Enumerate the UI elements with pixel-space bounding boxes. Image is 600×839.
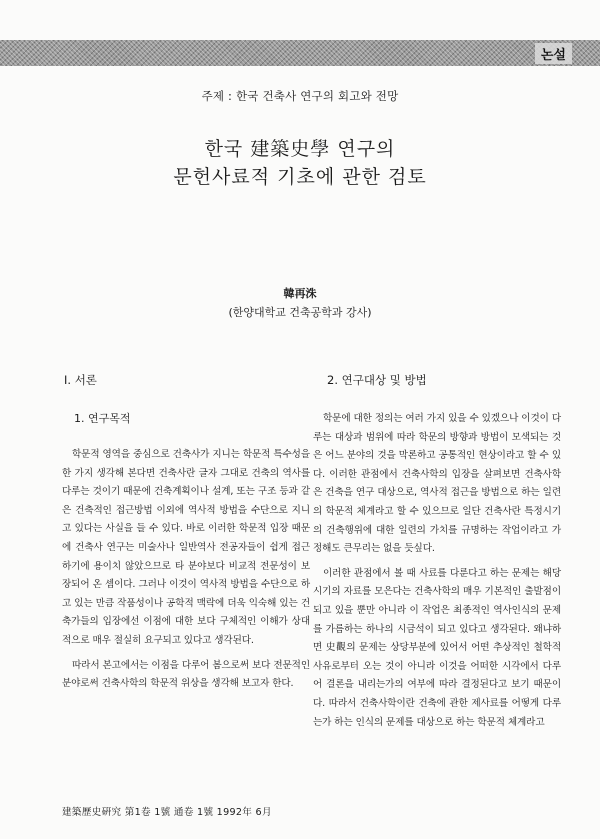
subsection-heading-purpose: 1. 연구목적 bbox=[74, 412, 131, 425]
section-label: 논설 bbox=[535, 43, 572, 64]
body-paragraph: 따라서 본고에서는 이점을 다루어 봄으로써 보다 전문적인 분야로써 건축사학의 학문적 위상을 생각해 보고자 한다. bbox=[62, 659, 310, 690]
right-column bbox=[313, 372, 561, 738]
body-paragraph: 이러한 관점에서 볼 때 사료를 다룬다고 하는 문제는 해당시기의 자료를 모은다는 건축사학의 매우 기본적인 출발점이 되고 있을 뿐만 아니라 이 작업은 최종적인 역사인식의 문제를 가름하는 하나의 시금석이 되고 있다고 생각된다. 왜냐하면 史觀의 문제는 상당부분에 있어서 어떤 추상적인 철학적 사유로부터 오는 것이 아니라 이것을 어떠한 시각에서 다루어 결론을 내리는가의 여부에 따라 결정된다고 보기 때문이다. 따라서 건축사학이란 건축에 관한 제사료를 어떻게 다루는가 하는 인식의 문제를 대상으로 하는 학문적 체계라고 bbox=[313, 567, 561, 728]
author-name: 韓再洙 bbox=[283, 287, 317, 300]
section-heading-scope-method: 2. 연구대상 및 방법 bbox=[327, 373, 427, 387]
section-banner bbox=[0, 40, 600, 66]
body-paragraph: 학문적 영역을 중심으로 건축사가 지니는 학문적 특수성을 한 가지 생각해 본다면 건축사란 글자 그대로 건축의 역사를 다루는 것이기 때문에 건축계획이나 설계, 또는 구조 등과 같은 건축적인 접근방법 이외에 역사적 방법을 수단으로 지니고 있다는 사실을 들 수 있다. 바로 이러한 학문적 입장 때문에 건축사 연구는 미술사나 일반역사 전공자들이 쉽게 접근하기에 용이치 않았으므로 타 분야보다 비교적 전문성이 보장되어 온 셈이다. 그러나 이것이 역사적 방법을 수단으로 하고 있는 만큼 작품성이나 공학적 맥락에 더욱 익숙해 있는 건축가들의 입장에선 이점에 대한 보다 구체적인 이해가 상대적으로 매우 절실히 요구되고 있다고 생각된다. bbox=[62, 449, 310, 646]
title-line-2: 문헌사료적 기초에 관한 검토 bbox=[173, 166, 427, 188]
section-heading-introduction: I. 서론 bbox=[64, 373, 97, 387]
theme-line: 주제 : 한국 건축사 연구의 회고와 전망 bbox=[201, 89, 399, 103]
journal-citation-footer: 建築歷史硏究 第1卷 1號 通卷 1號 1992年 6月 bbox=[62, 807, 272, 818]
body-paragraph: 학문에 대한 정의는 여러 가지 있을 수 있겠으나 이것이 다루는 대상과 범위에 따라 학문의 방향과 방법이 모색되는 것은 어느 분야의 것을 막론하고 공통적인 현상이라고 할 수 있다. 이러한 관점에서 건축사학의 입장을 살펴보면 건축사학은 건축을 연구 대상으로, 역사적 접근을 방법으로 하는 일련의 학문적 체계라고 할 수 있으므로 일단 건축사란 특정시기의 건축행위에 대한 일련의 가치를 규명하는 작업이라고 가정해도 큰무리는 없을 듯싶다. bbox=[313, 413, 561, 555]
title-line-1: 한국 建築史學 연구의 bbox=[204, 138, 396, 160]
author-affiliation: (한양대학교 건축공학과 강사) bbox=[228, 306, 372, 319]
left-column bbox=[62, 372, 310, 700]
